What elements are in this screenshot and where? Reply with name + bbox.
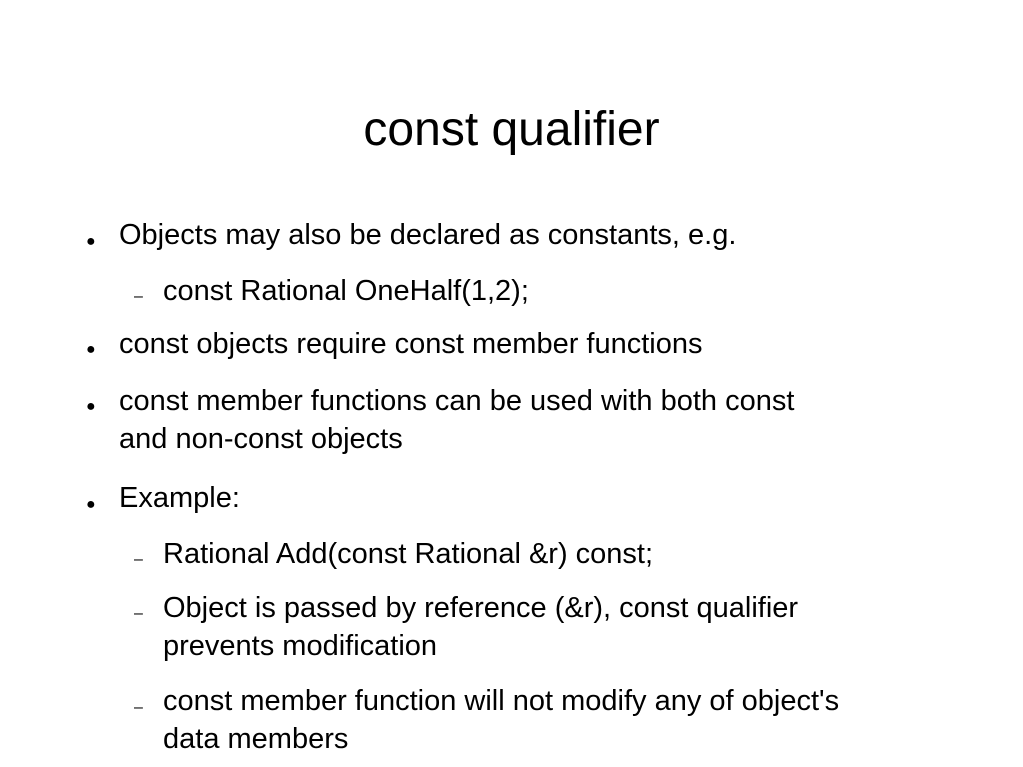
bullet-text: Objects may also be declared as constants, e.g. — [119, 219, 737, 251]
sub-bullet-text: Object is passed by reference (&r), const qualifier prevents modification — [163, 592, 799, 662]
sub-bullet-text: Rational Add(const Rational &r) const; — [163, 538, 654, 570]
bullet-marker: ● — [86, 496, 96, 513]
bullet-marker: ● — [86, 398, 96, 415]
sub-bullet-marker: – — [134, 551, 143, 568]
sub-bullet-text: const member function will not modify any of object's data members — [163, 685, 840, 755]
bullet-marker: ● — [86, 233, 96, 250]
bullet-marker: ● — [86, 341, 96, 358]
sub-bullet-marker: – — [134, 288, 143, 305]
sub-bullet-marker: – — [134, 699, 143, 716]
bullet-text: const objects require const member functions — [119, 328, 703, 360]
bullet-text: Example: — [119, 482, 240, 514]
sub-bullet-marker: – — [134, 605, 143, 622]
bullet-text: const member functions can be used with both const and non-const objects — [119, 385, 795, 455]
slide-title: const qualifier — [363, 103, 660, 156]
sub-bullet-text: const Rational OneHalf(1,2); — [163, 275, 529, 307]
